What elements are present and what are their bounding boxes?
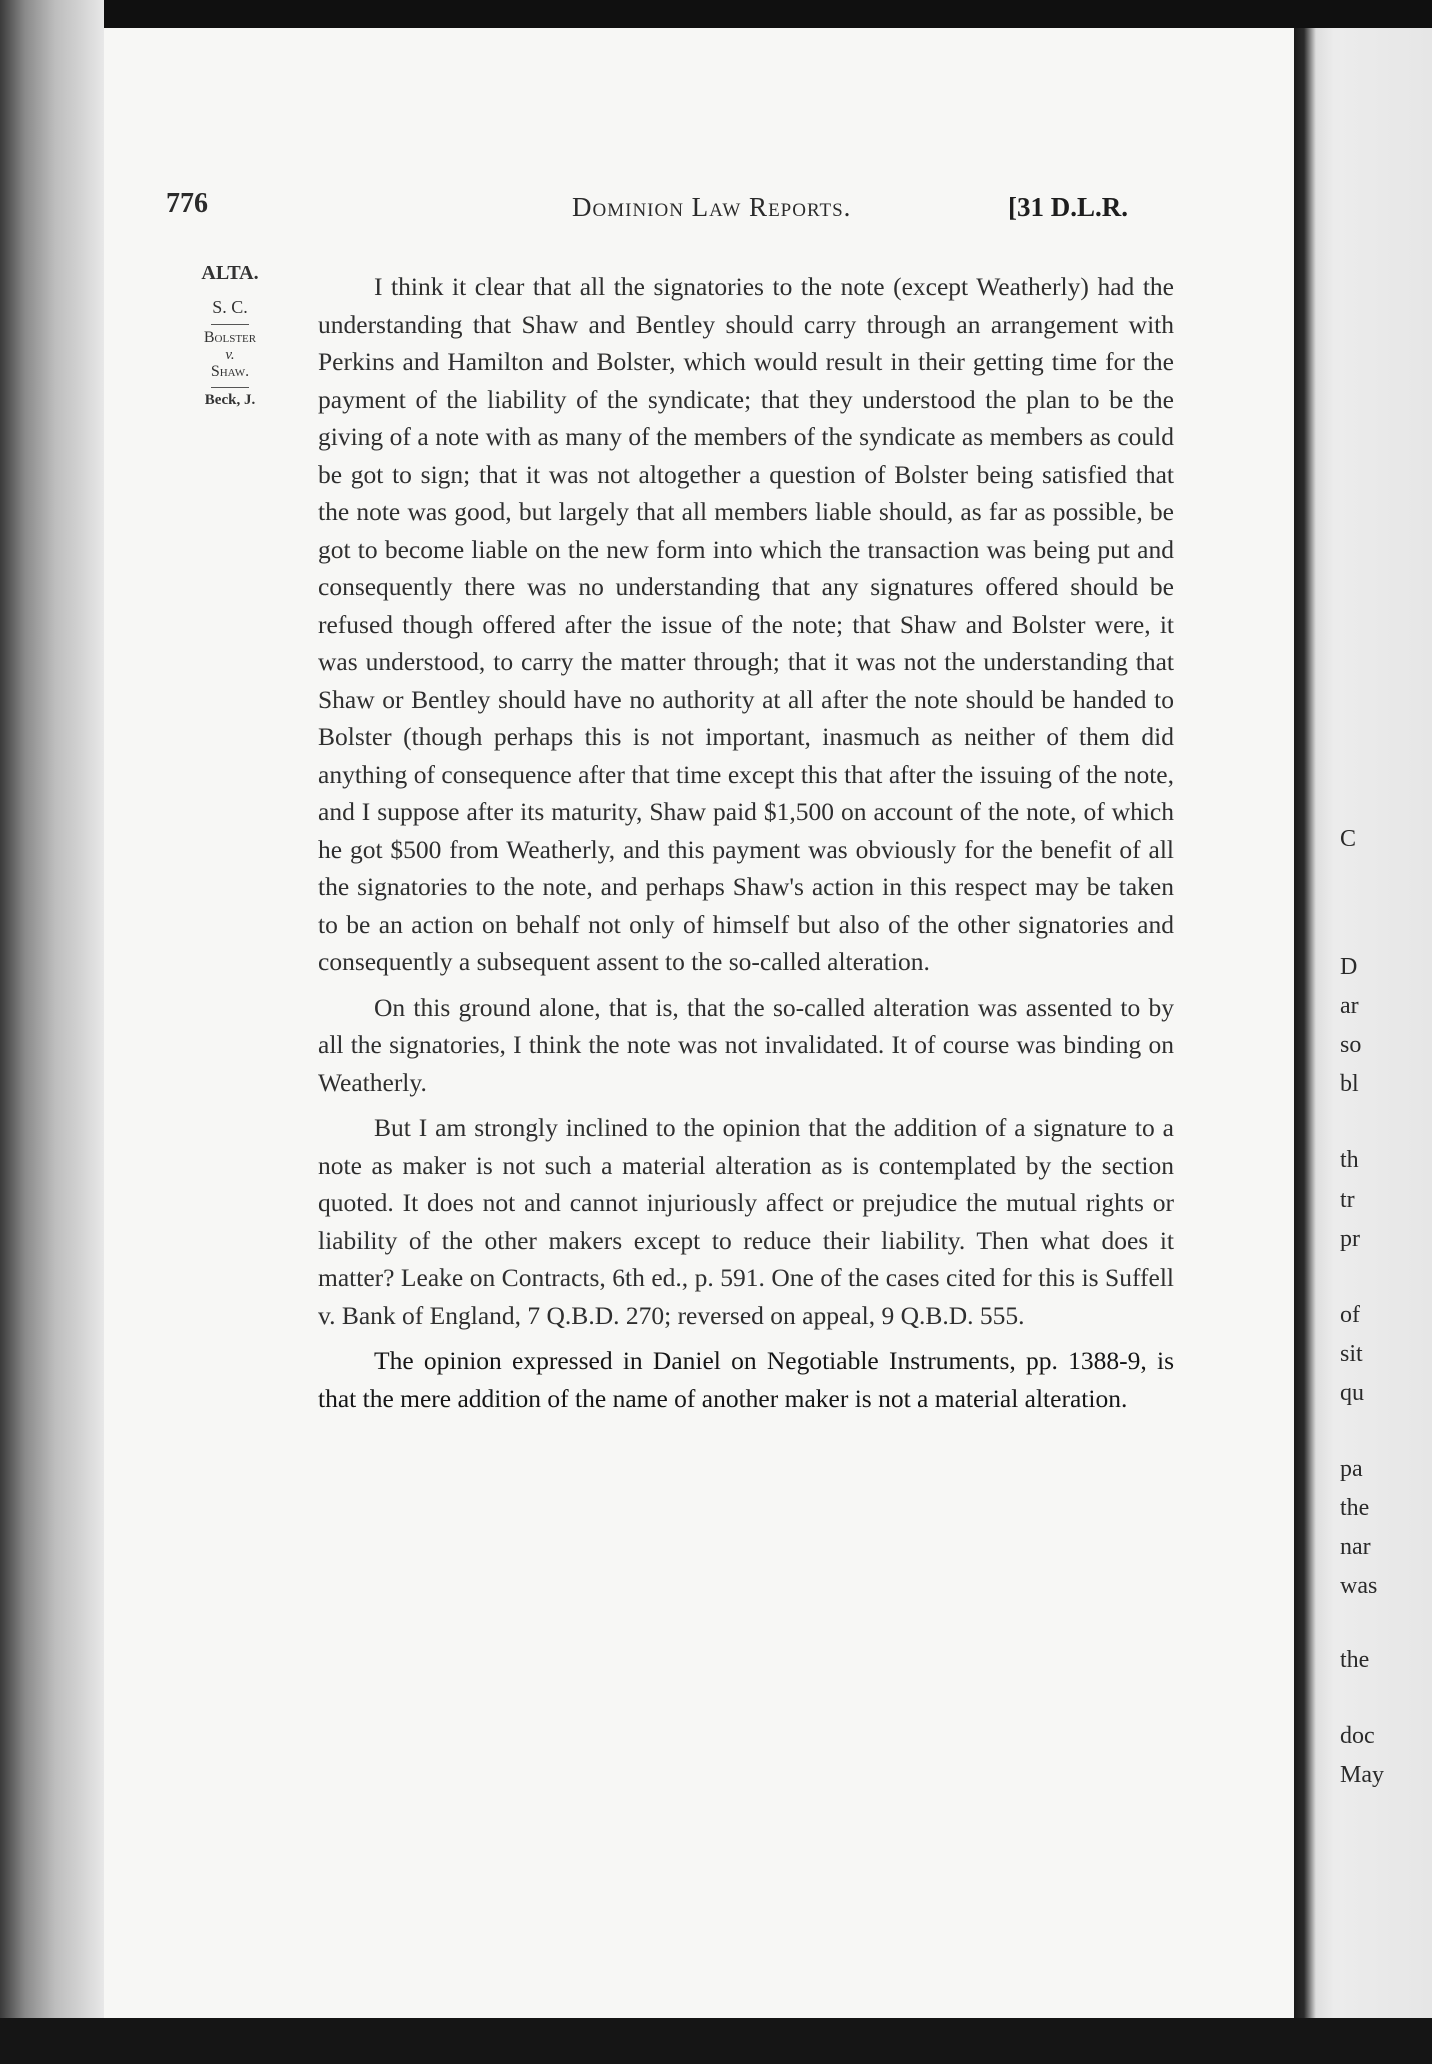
facing-page-fragment: the <box>1340 1647 1370 1673</box>
paragraph: But I am strongly inclined to the opinion that the addition of a signature to a note as maker is not such a material alteration as is contemplated by the section quoted. It does not and cannot injuriously affect or prejudice the mutual rights or liability of the other makers except to reduce their liability. Then what does it matter? Leake on Contracts, 6th ed., p. 591. One of the cases cited for this is Suffell v. Bank of England, 7 Q.B.D. 270; reversed on appeal, 9 Q.B.D. 555. <box>318 1113 1174 1330</box>
facing-page-fragment: D <box>1340 954 1358 980</box>
margin-party-2: Shaw. <box>210 363 250 380</box>
facing-page-fragment: bl <box>1340 1071 1359 1097</box>
margin-versus: v. <box>225 347 235 363</box>
paragraph: I think it clear that all the signatories to the note (except Weatherly) had the understanding that Shaw and Bentley should carry through an arrangement with Perkins and Hamilton and Bolster, which would result in their getting time for the payment of the liability of the syndicate; that they understood the plan to be the giving of a note with as many of the members of the syndicate as members as could be got to sign; that it was not altogether a question of Bolster being satisfied that the note was good, but largely that all members liable should, as far as possible, be got to become liable on the new form into which the transaction was being put and consequently there was no understanding that any signatures offered should be refused though offered after the issue of the note; that Shaw and Bolster were, it was understood, to carry the matter through; that it was not the understanding that Shaw or Bentley should have no authority at all after the note should be handed to Bolster (though perhaps this is not important, inasmuch as neither of them did anything of consequence after that time except this that after the issuing of the note, and I suppose after its maturity, Shaw paid $1,500 on account of the note, of which he got $500 from Weatherly, and this payment was obviously for the benefit of all the signatories to the note, and perhaps Shaw's action in this respect may be taken to be an action on behalf not only of himself but also of the other signatories and consequently a subsequent assent to the so-called alteration. <box>318 272 1174 976</box>
scan-top-edge <box>0 0 1432 30</box>
margin-court: S. C. <box>212 297 248 317</box>
facing-page-fragment: tr <box>1340 1187 1355 1213</box>
facing-page-fragment: was <box>1340 1573 1378 1599</box>
margin-party-1: Bolster <box>203 329 257 346</box>
facing-page-fragment: ar <box>1340 993 1359 1019</box>
margin-note <box>150 262 310 409</box>
facing-page-fragment: of <box>1340 1302 1360 1328</box>
facing-page-fragment: May <box>1340 1762 1384 1788</box>
book-spine-edge <box>0 0 104 2064</box>
body-text <box>318 268 1174 1425</box>
paragraph: On this ground alone, that is, that the so-called alteration was assented to by all the signatories, I think the note was not invalidated. It of course was binding on Weatherly. <box>318 992 1174 1097</box>
facing-page-fragment: C <box>1340 826 1357 852</box>
facing-page-edge <box>1294 28 1432 2018</box>
facing-page-fragment: qu <box>1340 1380 1364 1406</box>
running-title: Dominion Law Reports. <box>572 192 852 222</box>
facing-page-fragment: so <box>1340 1032 1362 1058</box>
page-number: 776 <box>166 188 208 219</box>
facing-page-fragment: sit <box>1340 1341 1363 1367</box>
margin-rule <box>211 387 249 388</box>
paragraph: The opinion expressed in Daniel on Negotiable Instruments, pp. 1388-9, is that the mere addition of the name of another maker is not a material alteration. <box>318 1346 1174 1413</box>
margin-rule <box>211 324 249 325</box>
facing-page-fragment: pa <box>1340 1456 1363 1482</box>
facing-page-fragment: the <box>1340 1495 1370 1521</box>
margin-judge: Beck, J. <box>204 392 256 408</box>
facing-page-fragment: doc <box>1340 1723 1375 1749</box>
facing-page-fragment: pr <box>1340 1226 1360 1252</box>
margin-province: ALTA. <box>201 262 259 284</box>
facing-page-fragment: nar <box>1340 1534 1371 1560</box>
scan-bottom-edge <box>0 2018 1432 2064</box>
facing-page-fragment: th <box>1340 1147 1359 1173</box>
volume-reference: [31 D.L.R. <box>1008 192 1128 222</box>
